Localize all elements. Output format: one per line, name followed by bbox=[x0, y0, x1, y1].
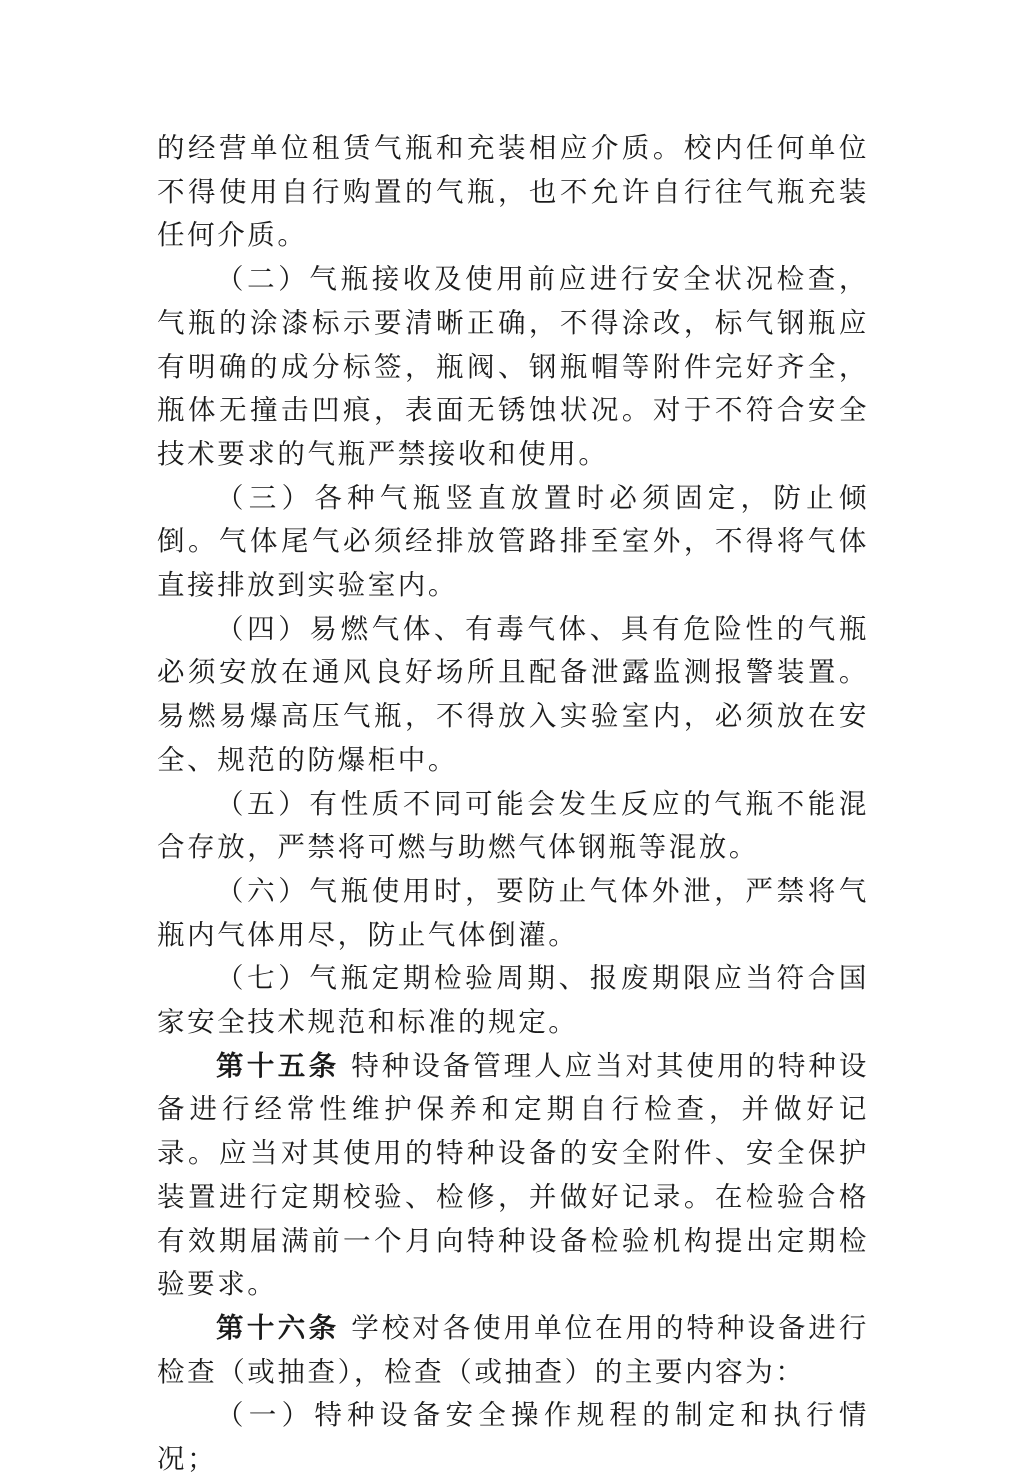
paragraph-text: （五）有性质不同可能会发生反应的气瓶不能混合存放，严禁将可燃与助燃气体钢瓶等混放。 bbox=[157, 787, 869, 864]
article-15 bbox=[157, 1045, 869, 1307]
paragraph-5 bbox=[157, 783, 869, 870]
paragraph-text: （三）各种气瓶竖直放置时必须固定，防止倾倒。气体尾气必须经排放管路排至室外，不得将气体直接排放到实验室内。 bbox=[157, 481, 869, 602]
paragraph-1 bbox=[157, 127, 869, 258]
paragraph-7 bbox=[157, 957, 869, 1044]
article-15-text: 特种设备管理人应当对其使用的特种设备进行经常性维护保养和定期自行检查，并做好记录。应当对其使用的特种设备的安全附件、安全保护装置进行定期校验、检修，并做好记录。在检验合格有效期届满前一个月向特种设备检验机构提出定期检验要求。 bbox=[157, 1049, 869, 1301]
document-body bbox=[157, 127, 869, 1482]
paragraph-3 bbox=[157, 477, 869, 608]
article-16 bbox=[157, 1307, 869, 1394]
paragraph-4 bbox=[157, 608, 869, 783]
paragraph-text: （七）气瓶定期检验周期、报废期限应当符合国家安全技术规范和标准的规定。 bbox=[157, 962, 869, 1039]
paragraph-text: （六）气瓶使用时，要防止气体外泄，严禁将气瓶内气体用尽，防止气体倒灌。 bbox=[157, 874, 869, 951]
paragraph-text: （一）特种设备安全操作规程的制定和执行情况； bbox=[157, 1399, 869, 1476]
article-16-label: 第十六条 bbox=[216, 1311, 340, 1344]
paragraph-text: （四）易燃气体、有毒气体、具有危险性的气瓶必须安放在通风良好场所且配备泄露监测报警装置。易燃易爆高压气瓶，不得放入实验室内，必须放在安全、规范的防爆柜中。 bbox=[157, 612, 869, 776]
paragraph-6 bbox=[157, 870, 869, 957]
paragraph-10 bbox=[157, 1394, 869, 1481]
paragraph-2 bbox=[157, 258, 869, 477]
paragraph-text: 的经营单位租赁气瓶和充装相应介质。校内任何单位不得使用自行购置的气瓶，也不允许自行往气瓶充装任何介质。 bbox=[157, 132, 869, 252]
paragraph-text: （二）气瓶接收及使用前应进行安全状况检查，气瓶的涂漆标示要清晰正确，不得涂改，标气钢瓶应有明确的成分标签，瓶阀、钢瓶帽等附件完好齐全，瓶体无撞击凹痕，表面无锈蚀状况。对于不符合安全技术要求的气瓶严禁接收和使用。 bbox=[157, 263, 869, 470]
article-15-label: 第十五条 bbox=[216, 1049, 340, 1082]
article-16-text: 学校对各使用单位在用的特种设备进行检查（或抽查），检查（或抽查）的主要内容为： bbox=[157, 1311, 869, 1388]
